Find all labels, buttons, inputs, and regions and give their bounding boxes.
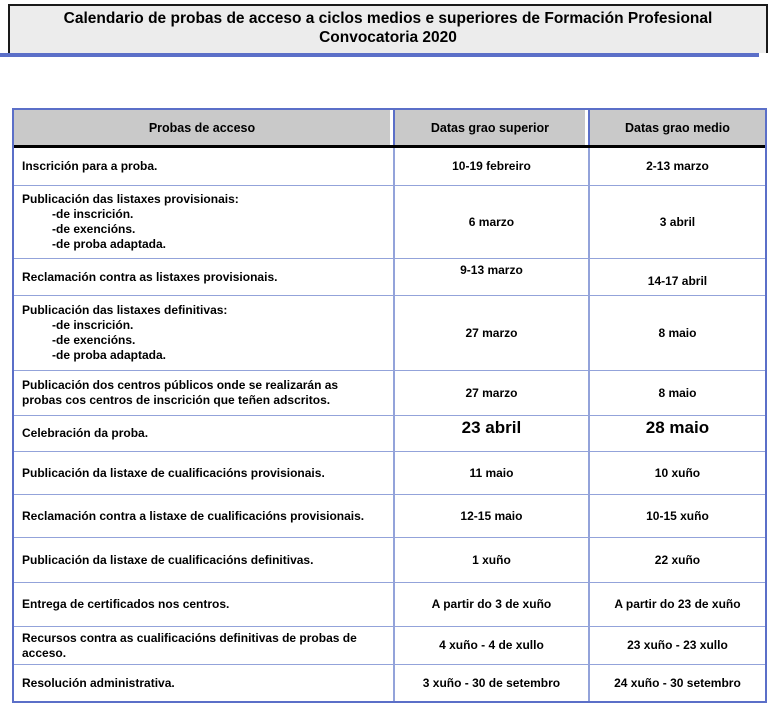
proba-label: Publicación das listaxes definitivas: — [22, 303, 228, 317]
proba-cell — [14, 537, 393, 582]
data-grao-superior-cell: 27 marzo — [393, 370, 588, 415]
data-grao-superior-cell: 23 abril — [393, 415, 588, 451]
proba-cell — [14, 451, 393, 494]
data-grao-medio-cell: 8 maio — [588, 370, 765, 415]
proba-cell — [14, 494, 393, 537]
proba-sub-item: -de exencións. — [52, 333, 136, 347]
proba-label: Publicación das listaxes provisionais: — [22, 192, 239, 206]
proba-cell — [14, 415, 393, 451]
data-grao-superior-cell: 27 marzo — [393, 295, 588, 370]
data-grao-medio-cell: 28 maio — [588, 415, 765, 451]
title-line-2: Convocatoria 2020 — [319, 29, 457, 46]
proba-label: Celebración da proba. — [22, 426, 149, 440]
data-grao-superior-cell: 10-19 febreiro — [393, 148, 588, 185]
column-header-probas: Probas de acceso — [14, 110, 393, 145]
data-grao-medio-cell: 14-17 abril — [588, 258, 765, 295]
proba-cell — [14, 258, 393, 295]
data-grao-medio-cell: 23 xuño - 23 xullo — [588, 626, 765, 664]
data-grao-medio-cell: 10-15 xuño — [588, 494, 765, 537]
data-grao-superior-cell: 1 xuño — [393, 537, 588, 582]
proba-label: Entrega de certificados nos centros. — [22, 597, 230, 611]
column-header-datas-superior: Datas grao superior — [393, 110, 588, 145]
proba-cell — [14, 370, 393, 415]
data-grao-medio-cell: 22 xuño — [588, 537, 765, 582]
data-grao-superior-cell: 4 xuño - 4 de xullo — [393, 626, 588, 664]
data-grao-medio-cell: A partir do 23 de xuño — [588, 582, 765, 626]
calendar-table — [12, 108, 767, 703]
data-grao-superior-cell: 9-13 marzo — [393, 258, 588, 295]
data-grao-medio-cell: 10 xuño — [588, 451, 765, 494]
data-grao-superior-cell: A partir do 3 de xuño — [393, 582, 588, 626]
proba-label: Inscrición para a proba. — [22, 159, 158, 173]
proba-cell — [14, 582, 393, 626]
title-underline — [0, 53, 759, 57]
data-grao-superior-cell: 11 maio — [393, 451, 588, 494]
data-grao-medio-cell: 2-13 marzo — [588, 148, 765, 185]
proba-label: Publicación dos centros públicos onde se realizarán as probas cos centros de inscrición que teñen adscritos. — [22, 378, 339, 407]
data-grao-superior-cell: 3 xuño - 30 de setembro — [393, 664, 588, 701]
proba-cell — [14, 664, 393, 701]
proba-sub-item: -de proba adaptada. — [52, 348, 167, 362]
proba-cell — [14, 295, 393, 370]
column-header-datas-medio: Datas grao medio — [588, 110, 765, 145]
proba-label: Resolución administrativa. — [22, 675, 175, 690]
data-grao-medio-cell: 8 maio — [588, 295, 765, 370]
proba-label: Reclamación contra as listaxes provisionais. — [22, 269, 278, 284]
proba-sub-item: -de proba adaptada. — [52, 237, 167, 251]
proba-label: Publicación da listaxe de cualificacións definitivas. — [22, 552, 314, 567]
document-title-banner — [8, 4, 768, 53]
title-line-1: Calendario de probas de acceso a ciclos medios e superiores de Formación Profesional — [63, 10, 713, 27]
data-grao-superior-cell: 12-15 maio — [393, 494, 588, 537]
proba-cell — [14, 185, 393, 258]
proba-label: Publicación da listaxe de cualificacións provisionais. — [22, 465, 325, 480]
data-grao-superior-cell: 6 marzo — [393, 185, 588, 258]
proba-label: Reclamación contra a listaxe de cualificacións provisionais. — [22, 508, 365, 523]
proba-label: Recursos contra as cualificacións definitivas de probas de acceso. — [22, 630, 357, 660]
proba-sub-item: -de inscrición. — [52, 207, 134, 221]
proba-sub-item: -de inscrición. — [52, 318, 134, 332]
data-grao-medio-cell: 24 xuño - 30 setembro — [588, 664, 765, 701]
proba-sub-item: -de exencións. — [52, 222, 136, 236]
proba-cell — [14, 148, 393, 185]
document-page — [0, 4, 777, 713]
proba-cell — [14, 626, 393, 664]
data-grao-medio-cell: 3 abril — [588, 185, 765, 258]
